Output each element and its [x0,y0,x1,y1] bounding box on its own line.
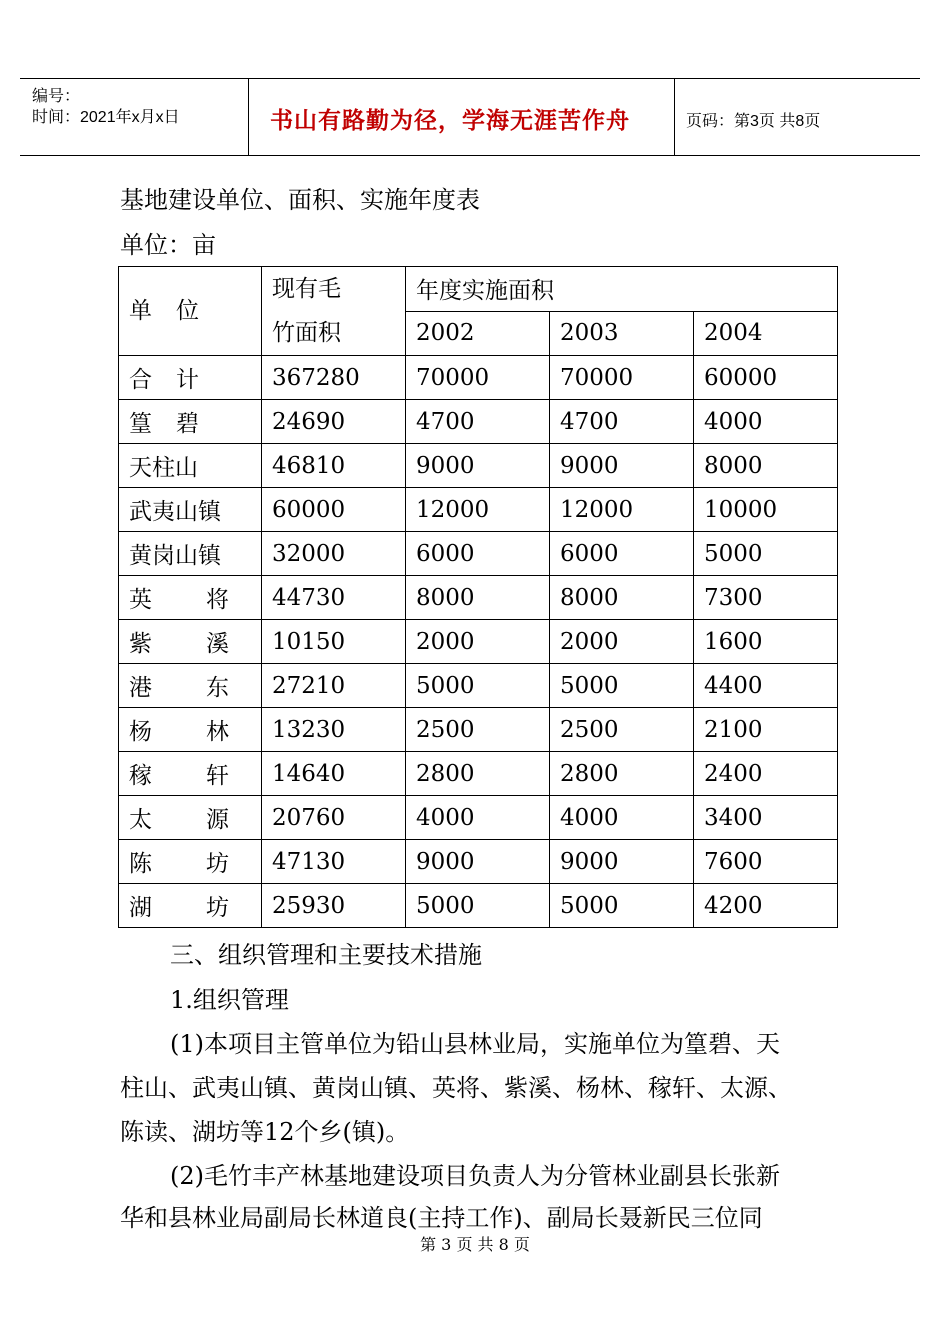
cell-area-2002: 5000 [406,664,550,708]
table-row [119,708,838,752]
cell-existing-area: 32000 [262,532,406,576]
cell-existing-area: 25930 [262,884,406,928]
unit-name-char: 林 [206,719,229,745]
cell-existing-area: 14640 [262,752,406,796]
cell-area-2002: 6000 [406,532,550,576]
cell-unit-name [119,708,262,752]
cell-area-2003: 70000 [550,356,694,400]
table-row [119,796,838,840]
cell-existing-area: 13230 [262,708,406,752]
unit-name-text [129,713,229,746]
cell-unit-name [119,884,262,928]
cell-area-2004: 7600 [694,840,838,884]
unit-name-text [129,845,229,878]
table-row [119,444,838,488]
cell-area-2003: 12000 [550,488,694,532]
unit-name-char: 太 [129,807,152,833]
sub-heading: 1.组织管理 [170,986,289,1014]
unit-name-char: 碧 [176,411,199,437]
unit-line: 单位：亩 [120,231,216,259]
unit-name-char: 湖 [129,895,152,921]
header-bottom-rule [20,155,920,156]
cell-area-2004: 4000 [694,400,838,444]
cell-area-2004: 4400 [694,664,838,708]
cell-area-2002: 2800 [406,752,550,796]
table-header-row [119,267,838,312]
cell-area-2002: 5000 [406,884,550,928]
unit-name-text [129,581,229,614]
unit-name-text [129,361,199,394]
unit-name-char: 溪 [206,631,229,657]
cell-area-2004: 2100 [694,708,838,752]
cell-area-2004: 5000 [694,532,838,576]
cell-existing-area: 24690 [262,400,406,444]
unit-name-text [129,889,229,922]
header-page-label: 页码：第3页 共8页 [686,113,821,130]
cell-area-2004: 8000 [694,444,838,488]
cell-area-2002: 8000 [406,576,550,620]
header-unit-char: 位 [176,298,199,324]
header-year-2004: 2004 [694,311,838,356]
unit-name-text [129,625,229,658]
unit-name-char: 坊 [206,895,229,921]
table-row [119,840,838,884]
cell-area-2003: 6000 [550,532,694,576]
cell-area-2004: 10000 [694,488,838,532]
cell-unit-name [119,356,262,400]
header-existing-line1: 现有毛 [272,276,341,302]
cell-area-2002: 4000 [406,796,550,840]
table-row [119,488,838,532]
unit-name-char: 东 [206,675,229,701]
cell-area-2003: 2800 [550,752,694,796]
page-footer: 第 3 页 共 8 页 [420,1235,530,1254]
unit-name-text [129,405,199,438]
cell-area-2004: 3400 [694,796,838,840]
unit-name-char: 英 [129,587,152,613]
unit-name-char: 港 [129,675,152,701]
cell-area-2004: 7300 [694,576,838,620]
paragraph-1-line-1: (1)本项目主管单位为铅山县林业局，实施单位为篁碧、天 [170,1030,780,1058]
unit-name-char: 轩 [206,763,229,789]
cell-area-2004: 4200 [694,884,838,928]
cell-area-2003: 9000 [550,444,694,488]
cell-area-2002: 9000 [406,444,550,488]
cell-area-2002: 4700 [406,400,550,444]
unit-name-char: 源 [206,807,229,833]
cell-area-2003: 2500 [550,708,694,752]
table-row [119,620,838,664]
header-motto: 书山有路勤为径，学海无涯苦作舟 [270,108,630,134]
header-year-2003: 2003 [550,311,694,356]
cell-area-2003: 4700 [550,400,694,444]
header-number-label: 编号： [32,88,81,105]
cell-area-2003: 9000 [550,840,694,884]
table-title: 基地建设单位、面积、实施年度表 [120,186,480,214]
cell-area-2004: 2400 [694,752,838,796]
header-cell-existing [262,267,406,356]
paragraph-1-line-3: 陈读、湖坊等12个乡(镇)。 [120,1118,410,1146]
unit-name-text [129,801,229,834]
cell-unit-name [119,752,262,796]
header-unit-text [129,289,199,333]
unit-name-char: 陈 [129,851,152,877]
cell-existing-area: 10150 [262,620,406,664]
unit-name-char: 坊 [206,851,229,877]
cell-area-2004: 60000 [694,356,838,400]
table-row [119,664,838,708]
header-time-label: 时间：2021年x月x日 [32,109,180,126]
unit-name-char: 稼 [129,763,152,789]
cell-unit-name [119,664,262,708]
cell-area-2002: 2500 [406,708,550,752]
table-row [119,576,838,620]
cell-existing-area: 20760 [262,796,406,840]
cell-area-2003: 5000 [550,664,694,708]
header-divider-right [674,79,675,155]
cell-area-2002: 9000 [406,840,550,884]
cell-unit-name: 黄岗山镇 [119,532,262,576]
cell-existing-area: 47130 [262,840,406,884]
cell-existing-area: 46810 [262,444,406,488]
paragraph-2-line-2: 华和县林业局副局长林道良(主持工作)、副局长聂新民三位同 [120,1204,763,1232]
unit-name-text [129,757,229,790]
area-table [118,266,838,928]
cell-area-2002: 12000 [406,488,550,532]
cell-unit-name [119,400,262,444]
cell-unit-name [119,796,262,840]
unit-name-char: 紫 [129,631,152,657]
cell-area-2002: 2000 [406,620,550,664]
header-unit-char: 单 [129,298,152,324]
cell-unit-name [119,576,262,620]
table-row [119,356,838,400]
paragraph-1-line-2: 柱山、武夷山镇、黄岗山镇、英将、紫溪、杨林、稼轩、太源、 [120,1074,792,1102]
cell-existing-area: 27210 [262,664,406,708]
unit-name-char: 计 [176,367,199,393]
table-row [119,752,838,796]
paragraph-2-line-1: (2)毛竹丰产林基地建设项目负责人为分管林业副县长张新 [170,1162,780,1190]
table-row [119,400,838,444]
header-year-2002: 2002 [406,311,550,356]
cell-area-2003: 8000 [550,576,694,620]
unit-name-char: 合 [129,367,152,393]
header-divider-left [248,79,249,155]
section-heading: 三、组织管理和主要技术措施 [170,941,482,969]
cell-unit-name [119,620,262,664]
cell-existing-area: 367280 [262,356,406,400]
cell-existing-area: 44730 [262,576,406,620]
unit-name-char: 杨 [129,719,152,745]
header-existing-line2: 竹面积 [272,320,341,346]
header-cell-unit [119,267,262,356]
table-row [119,532,838,576]
cell-unit-name: 武夷山镇 [119,488,262,532]
unit-name-text [129,669,229,702]
cell-area-2003: 2000 [550,620,694,664]
unit-name-char: 篁 [129,411,152,437]
header-top-rule [20,78,920,79]
cell-area-2004: 1600 [694,620,838,664]
cell-area-2003: 4000 [550,796,694,840]
unit-name-char: 将 [206,587,229,613]
cell-existing-area: 60000 [262,488,406,532]
cell-unit-name: 天柱山 [119,444,262,488]
cell-unit-name [119,840,262,884]
cell-area-2002: 70000 [406,356,550,400]
table-row [119,884,838,928]
header-cell-annual: 年度实施面积 [406,267,838,312]
cell-area-2003: 5000 [550,884,694,928]
